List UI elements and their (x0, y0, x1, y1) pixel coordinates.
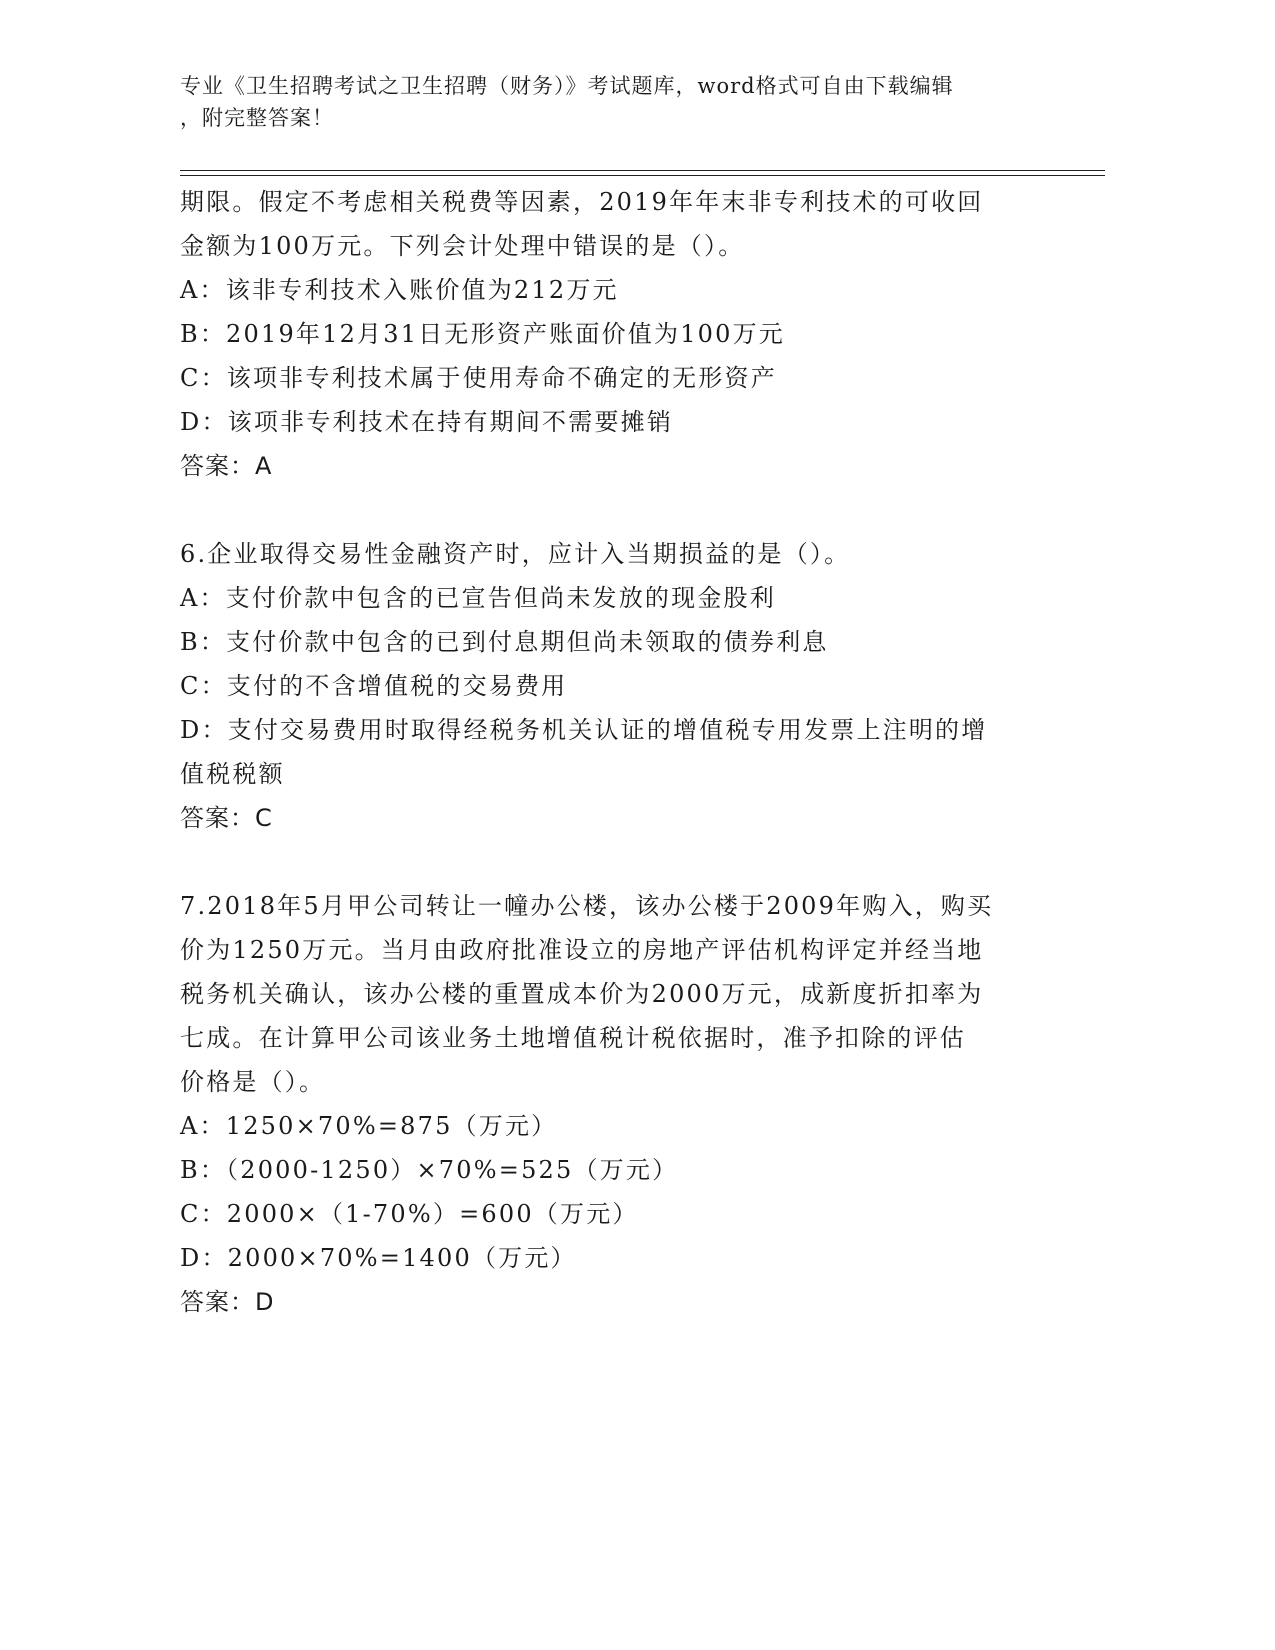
option-b: B：支付价款中包含的已到付息期但尚未领取的债券利息 (180, 628, 829, 656)
question-stem-line: 七成。在计算甲公司该业务土地增值税计税依据时，准予扣除的评估 (180, 1024, 966, 1052)
question-6 (180, 532, 1050, 840)
question-stem-line: 税务机关确认，该办公楼的重置成本价为2000万元，成新度折扣率为 (180, 980, 984, 1008)
option-c: C：2000×（1-70%）=600（万元） (180, 1200, 639, 1228)
option-a: A：1250×70%=875（万元） (180, 1112, 558, 1140)
question-content (180, 180, 1050, 1324)
answer-label: 答案：A (180, 452, 273, 480)
header-divider-top (180, 170, 1105, 171)
question-stem-line: 6.企业取得交易性金融资产时，应计入当期损益的是（）。 (180, 540, 851, 568)
header-line-2: ，附完整答案！ (180, 106, 334, 130)
question-stem-line: 价格是（）。 (180, 1068, 326, 1096)
answer-label: 答案：C (180, 804, 273, 832)
option-d: D：支付交易费用时取得经税务机关认证的增值税专用发票上注明的增 (180, 716, 988, 744)
question-stem-line: 价为1250万元。当月由政府批准设立的房地产评估机构评定并经当地 (180, 936, 984, 964)
header-line-1: 专业《卫生招聘考试之卫生招聘（财务）》考试题库，word格式可自由下载编辑 (180, 74, 954, 98)
option-d: D：该项非专利技术在持有期间不需要摊销 (180, 408, 674, 436)
document-header (180, 70, 1050, 134)
question-7 (180, 884, 1050, 1324)
spacer (180, 488, 1050, 532)
question-stem-line: 期限。假定不考虑相关税费等因素，2019年年末非专利技术的可收回 (180, 188, 984, 216)
answer-label: 答案：D (180, 1288, 275, 1316)
option-b: B：2019年12月31日无形资产账面价值为100万元 (180, 320, 786, 348)
option-c: C：支付的不含增值税的交易费用 (180, 672, 568, 700)
spacer (180, 840, 1050, 884)
option-a: A：支付价款中包含的已宣告但尚未发放的现金股利 (180, 584, 776, 612)
question-5 (180, 180, 1050, 488)
option-d-continued: 值税税额 (180, 760, 285, 788)
option-b: B：（2000-1250）×70%=525（万元） (180, 1156, 679, 1184)
option-a: A：该非专利技术入账价值为212万元 (180, 276, 619, 304)
question-stem-line: 金额为100万元。下列会计处理中错误的是（）。 (180, 232, 745, 260)
option-d: D：2000×70%=1400（万元） (180, 1244, 577, 1272)
question-stem-line: 7.2018年5月甲公司转让一幢办公楼，该办公楼于2009年购入，购买 (180, 892, 994, 920)
header-divider-bottom (180, 175, 1105, 176)
option-c: C：该项非专利技术属于使用寿命不确定的无形资产 (180, 364, 777, 392)
